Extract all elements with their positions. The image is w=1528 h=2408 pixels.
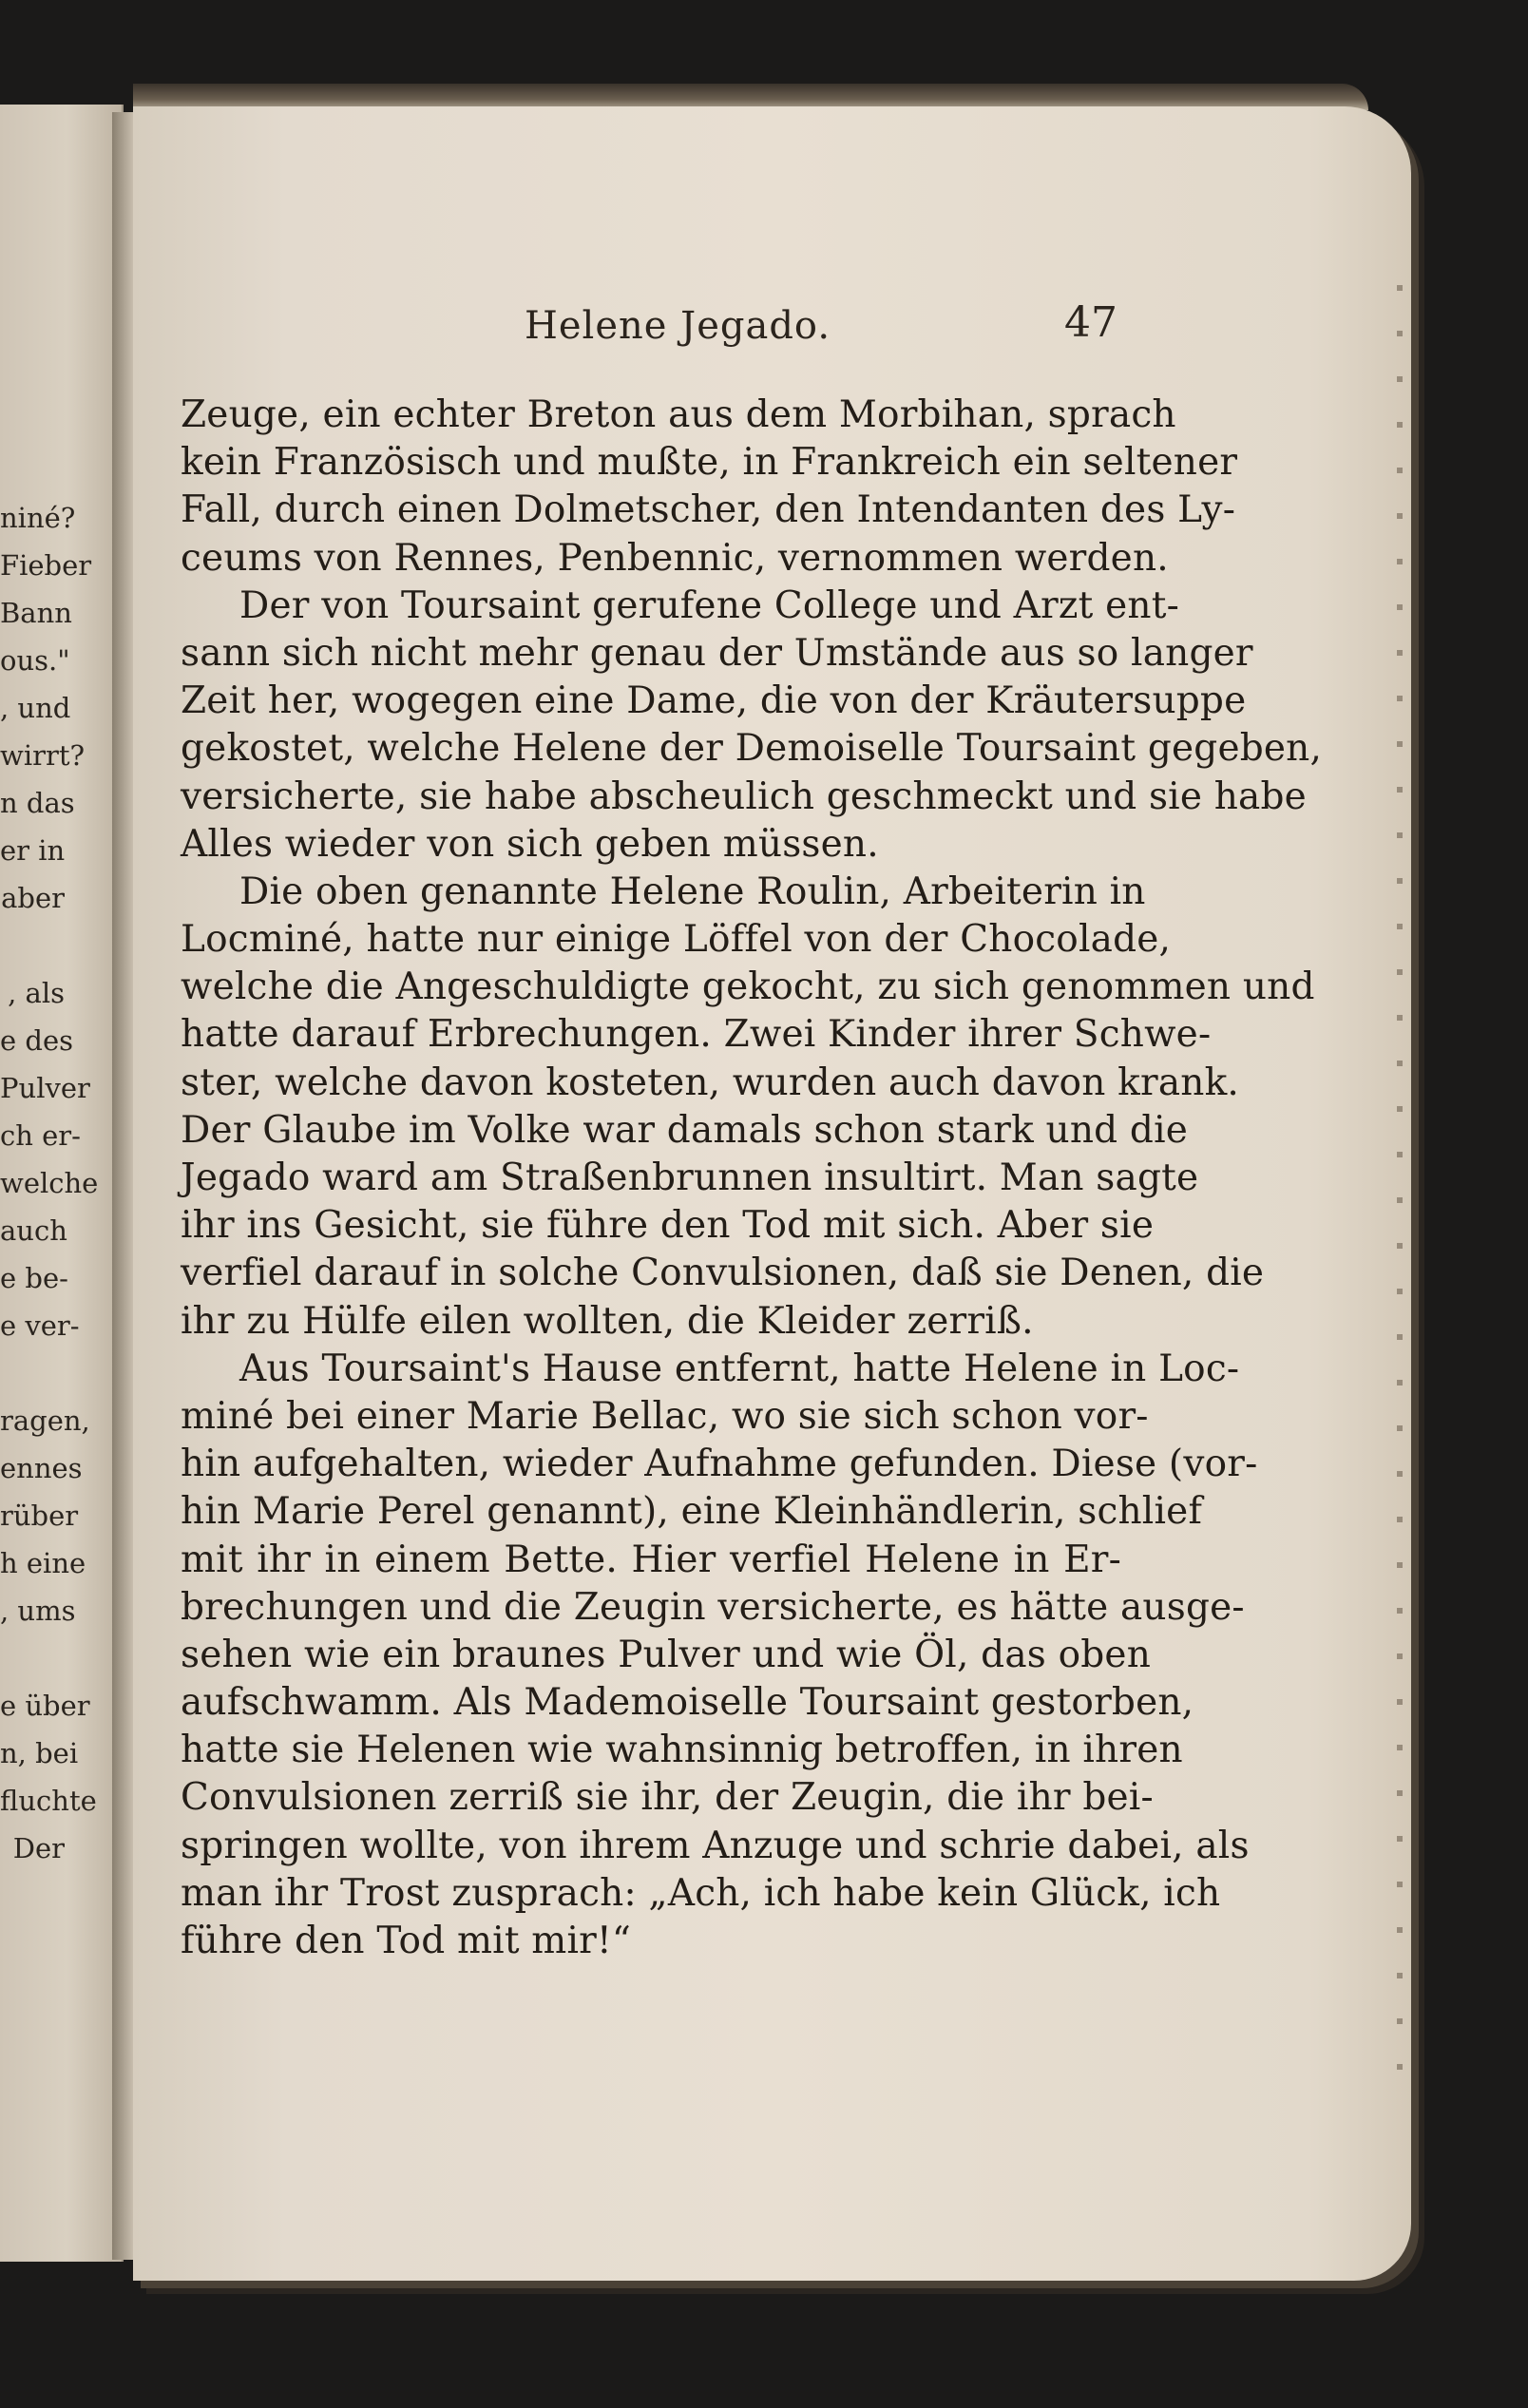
previous-page-fragment: e ver-: [0, 1309, 80, 1342]
text-line: ster, welche davon kosteten, wurden auch davon krank.: [181, 1061, 1240, 1104]
previous-page-fragment: welche: [0, 1167, 99, 1199]
previous-page-gap: [0, 1634, 122, 1682]
page-edge-wear: [1397, 285, 1403, 2091]
previous-page-fragment: rüber: [0, 1500, 79, 1532]
body-text: [181, 392, 1323, 1965]
previous-page-fragment: wirrt?: [0, 739, 86, 772]
previous-page-fragment: Pulver: [0, 1072, 90, 1104]
text-line: ceums von Rennes, Penbennic, vernommen werden.: [181, 536, 1169, 580]
text-line: hin aufgehalten, wieder Aufnahme gefunden. Diese (vor-: [181, 1443, 1258, 1486]
text-line: brechungen und die Zeugin versicherte, es hätte ausge-: [181, 1585, 1245, 1629]
previous-page-fragment: fluchte: [0, 1785, 97, 1817]
text-line: hin Marie Perel genannt), eine Kleinhändlerin, schlief: [181, 1490, 1203, 1534]
text-line: Jegado ward am Straßenbrunnen insultirt. Man sagte: [181, 1156, 1199, 1199]
text-line: miné bei einer Marie Bellac, wo sie sich schon vor-: [181, 1394, 1149, 1438]
text-line: mit ihr in einem Bette. Hier verfiel Helene in Er-: [181, 1538, 1121, 1581]
previous-page-fragment: , als: [8, 977, 65, 1009]
page-number: 47: [1064, 298, 1117, 347]
text-line: verfiel darauf in solche Convulsionen, daß sie Denen, die: [181, 1252, 1265, 1295]
text-line: welche die Angeschuldigte gekocht, zu sich genommen und: [181, 965, 1315, 1009]
previous-page-gap: [0, 922, 122, 969]
previous-page-fragment: er in: [0, 834, 66, 867]
text-line: kein Französisch und mußte, in Frankreich ein seltener: [181, 441, 1238, 485]
previous-page-gap: [0, 1349, 122, 1397]
text-line: sann sich nicht mehr genau der Umstände aus so langer: [181, 631, 1253, 675]
previous-page-fragment: n, bei: [0, 1737, 79, 1769]
text-line: ihr ins Gesicht, sie führe den Tod mit sich. Aber sie: [181, 1204, 1155, 1248]
text-line: springen wollte, von ihrem Anzuge und schrie dabei, als: [181, 1824, 1250, 1867]
text-line: Alles wieder von sich geben müssen.: [181, 822, 879, 866]
previous-page-fragment: e be-: [0, 1262, 68, 1294]
previous-page-fragment: h eine: [0, 1547, 86, 1579]
text-line: hatte darauf Erbrechungen. Zwei Kinder ihrer Schwe-: [181, 1013, 1212, 1057]
previous-page-fragment: Bann: [0, 597, 72, 629]
running-title: Helene Jegado.: [525, 304, 831, 348]
previous-page: [0, 105, 124, 2262]
running-head: [133, 298, 1411, 361]
text-line: Der von Toursaint gerufene College und Arzt ent-: [239, 583, 1179, 627]
previous-page-fragment: ragen,: [0, 1405, 90, 1437]
text-line: sehen wie ein braunes Pulver und wie Öl, das oben: [181, 1633, 1152, 1676]
previous-page-fragment: niné?: [0, 502, 76, 534]
text-line: Zeuge, ein echter Breton aus dem Morbihan, sprach: [181, 393, 1176, 436]
previous-page-fragment: Fieber: [0, 549, 92, 582]
text-line: man ihr Trost zusprach: „Ach, ich habe kein Glück, ich: [181, 1871, 1221, 1915]
text-line: ihr zu Hülfe eilen wollten, die Kleider zerriß.: [181, 1299, 1034, 1343]
text-line: Der Glaube im Volke war damals schon stark und die: [181, 1108, 1189, 1152]
previous-page-fragment: , ums: [0, 1595, 76, 1627]
previous-page-fragment: Der: [12, 1832, 65, 1864]
text-line: Convulsionen zerriß sie ihr, der Zeugin, die ihr bei-: [181, 1776, 1154, 1820]
previous-page-fragment: ous.": [0, 644, 70, 677]
previous-page-fragment: , und: [0, 692, 71, 724]
previous-page-fragment: e über: [0, 1690, 90, 1722]
text-line: versicherte, sie habe abscheulich geschmeckt und sie habe: [181, 774, 1307, 818]
previous-page-fragment: e des: [0, 1024, 73, 1057]
text-line: Zeit her, wogegen eine Dame, die von der Kräutersuppe: [181, 679, 1247, 723]
text-line: Fall, durch einen Dolmetscher, den Intendanten des Ly-: [181, 488, 1236, 532]
previous-page-text-fragments: [0, 494, 122, 1872]
previous-page-fragment: ennes: [0, 1452, 83, 1484]
text-line: gekostet, welche Helene der Demoiselle Toursaint gegeben,: [181, 727, 1323, 771]
previous-page-fragment: ch er-: [0, 1119, 81, 1152]
text-line: Locminé, hatte nur einige Löffel von der Chocolade,: [181, 918, 1172, 962]
previous-page-fragment: aber: [1, 882, 65, 914]
previous-page-fragment: auch: [0, 1214, 67, 1247]
text-line: hatte sie Helenen wie wahnsinnig betroffen, in ihren: [181, 1729, 1183, 1772]
text-line: Die oben genannte Helene Roulin, Arbeiterin in: [239, 870, 1146, 913]
text-line: Aus Toursaint's Hause entfernt, hatte Helene in Loc-: [239, 1347, 1240, 1390]
text-line: aufschwamm. Als Mademoiselle Toursaint gestorben,: [181, 1681, 1194, 1725]
text-line: führe den Tod mit mir!“: [181, 1920, 632, 1962]
previous-page-fragment: n das: [0, 787, 75, 819]
